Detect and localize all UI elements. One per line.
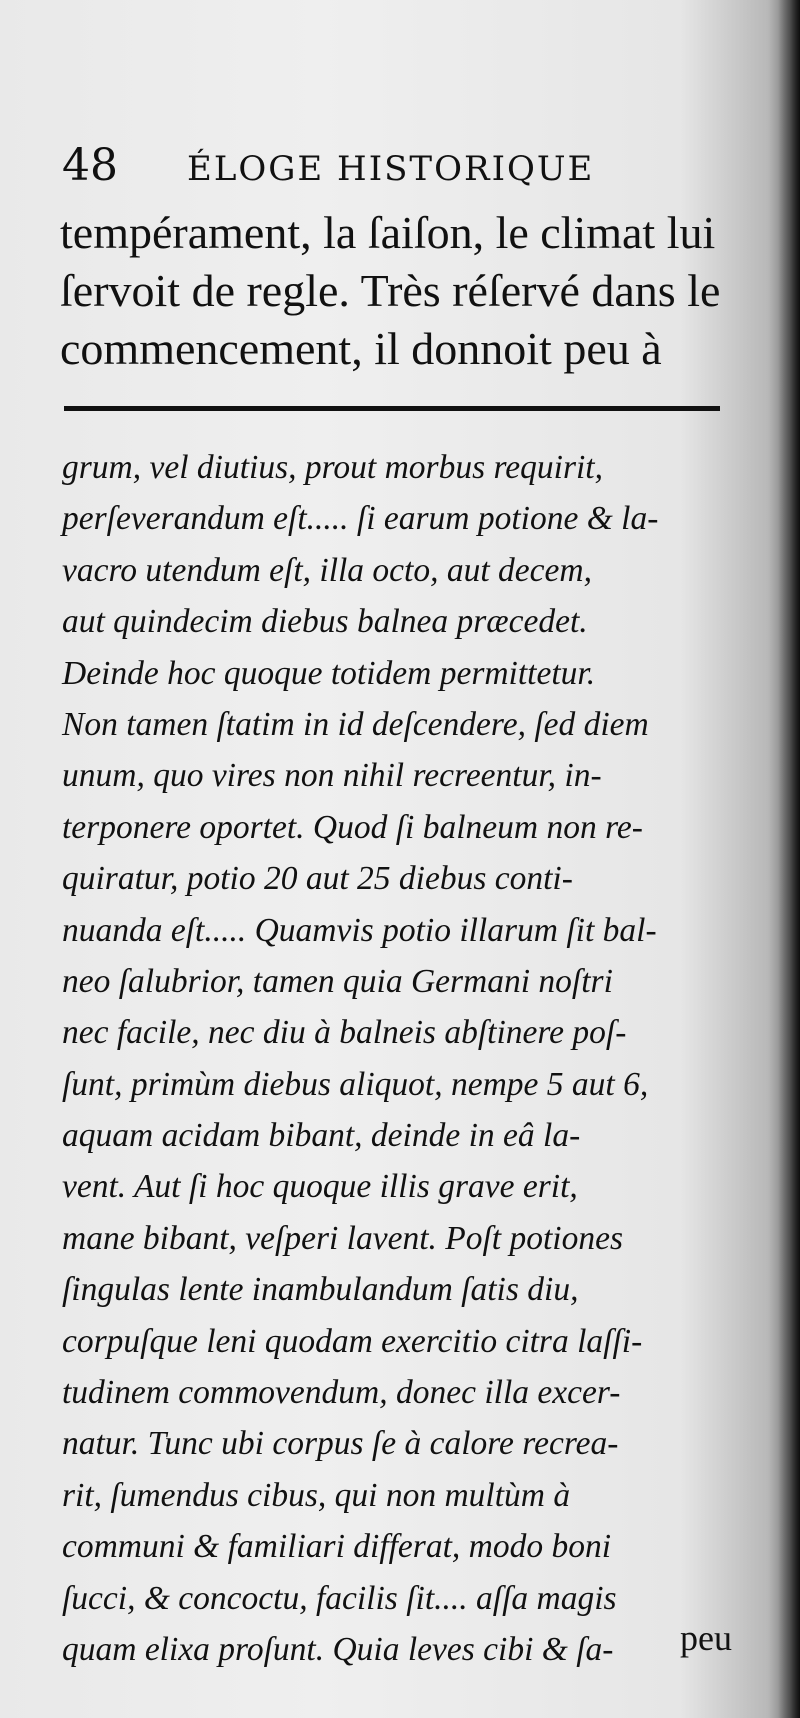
main-text-line: commencement, il donnoit peu à xyxy=(60,323,662,374)
footnote-line: Deinde hoc quoque totidem permittetur. xyxy=(62,654,596,692)
footnote-line: nuanda eſt..... Quamvis potio illarum ſit bal- xyxy=(62,911,657,949)
footnote-line: mane bibant, veſperi lavent. Poſt potiones xyxy=(62,1219,624,1257)
footnote-line: rit, ſumendus cibus, qui non multùm à xyxy=(62,1476,571,1514)
footnote-line: grum, vel diutius, prout morbus requirit, xyxy=(62,449,603,486)
footnote-line: ſucci, & concoctu, facilis ſit.... aſſa magis xyxy=(62,1579,617,1617)
footnote-line: ſingulas lente inambulandum ſatis diu, xyxy=(62,1271,579,1309)
footnote-separator-rule xyxy=(64,406,720,411)
footnote-line: quam elixa proſunt. Quia leves cibi & ſa- xyxy=(62,1630,614,1668)
footnote-line: corpuſque leni quodam exercitio citra laſſi- xyxy=(62,1322,643,1360)
main-text-line: ſervoit de regle. Très réſervé dans le xyxy=(60,265,721,316)
page-number: 48 xyxy=(62,140,118,191)
footnote-line: neo ſalubrior, tamen quia Germani noſtri xyxy=(62,962,613,1000)
footnote-line: communi & familiari differat, modo boni xyxy=(62,1528,612,1566)
footnote-line: quiratur, potio 20 aut 25 diebus conti- xyxy=(62,860,573,898)
page-header xyxy=(62,135,742,195)
footnote-line: perſeverandum eſt..... ſi earum potione & la- xyxy=(62,500,659,538)
footnote-line: aut quindecim diebus balnea præcedet. xyxy=(62,603,588,641)
footnote-line: aquam acidam bibant, deinde in eâ la- xyxy=(62,1117,581,1155)
footnote-line: vacro utendum eſt, illa octo, aut decem, xyxy=(62,551,592,589)
footnote-line: tudinem commovendum, donec illa excer- xyxy=(62,1374,621,1412)
footnote-line: terponere oportet. Quod ſi balneum non re- xyxy=(62,808,643,846)
footnote-line: natur. Tunc ubi corpus ſe à calore recrea- xyxy=(62,1425,619,1463)
page-edge-shadow xyxy=(778,0,800,1718)
footnote-line: nec facile, nec diu à balneis abſtinere poſ- xyxy=(62,1014,627,1052)
catchword: peu xyxy=(680,1618,732,1658)
main-text-line: tempérament, la ſaiſon, le climat lui xyxy=(60,207,716,258)
footnote-line: unum, quo vires non nihil recreentur, in- xyxy=(62,757,602,795)
main-text xyxy=(60,204,750,378)
running-head: ÉLOGE HISTORIQUE xyxy=(187,149,595,189)
footnote-line: vent. Aut ſi hoc quoque illis grave erit, xyxy=(62,1168,578,1206)
footnote-block xyxy=(62,442,752,1675)
footnote-line: Non tamen ſtatim in id deſcendere, ſed diem xyxy=(62,705,649,743)
footnote-line: ſunt, primùm diebus aliquot, nempe 5 aut 6, xyxy=(62,1065,649,1103)
